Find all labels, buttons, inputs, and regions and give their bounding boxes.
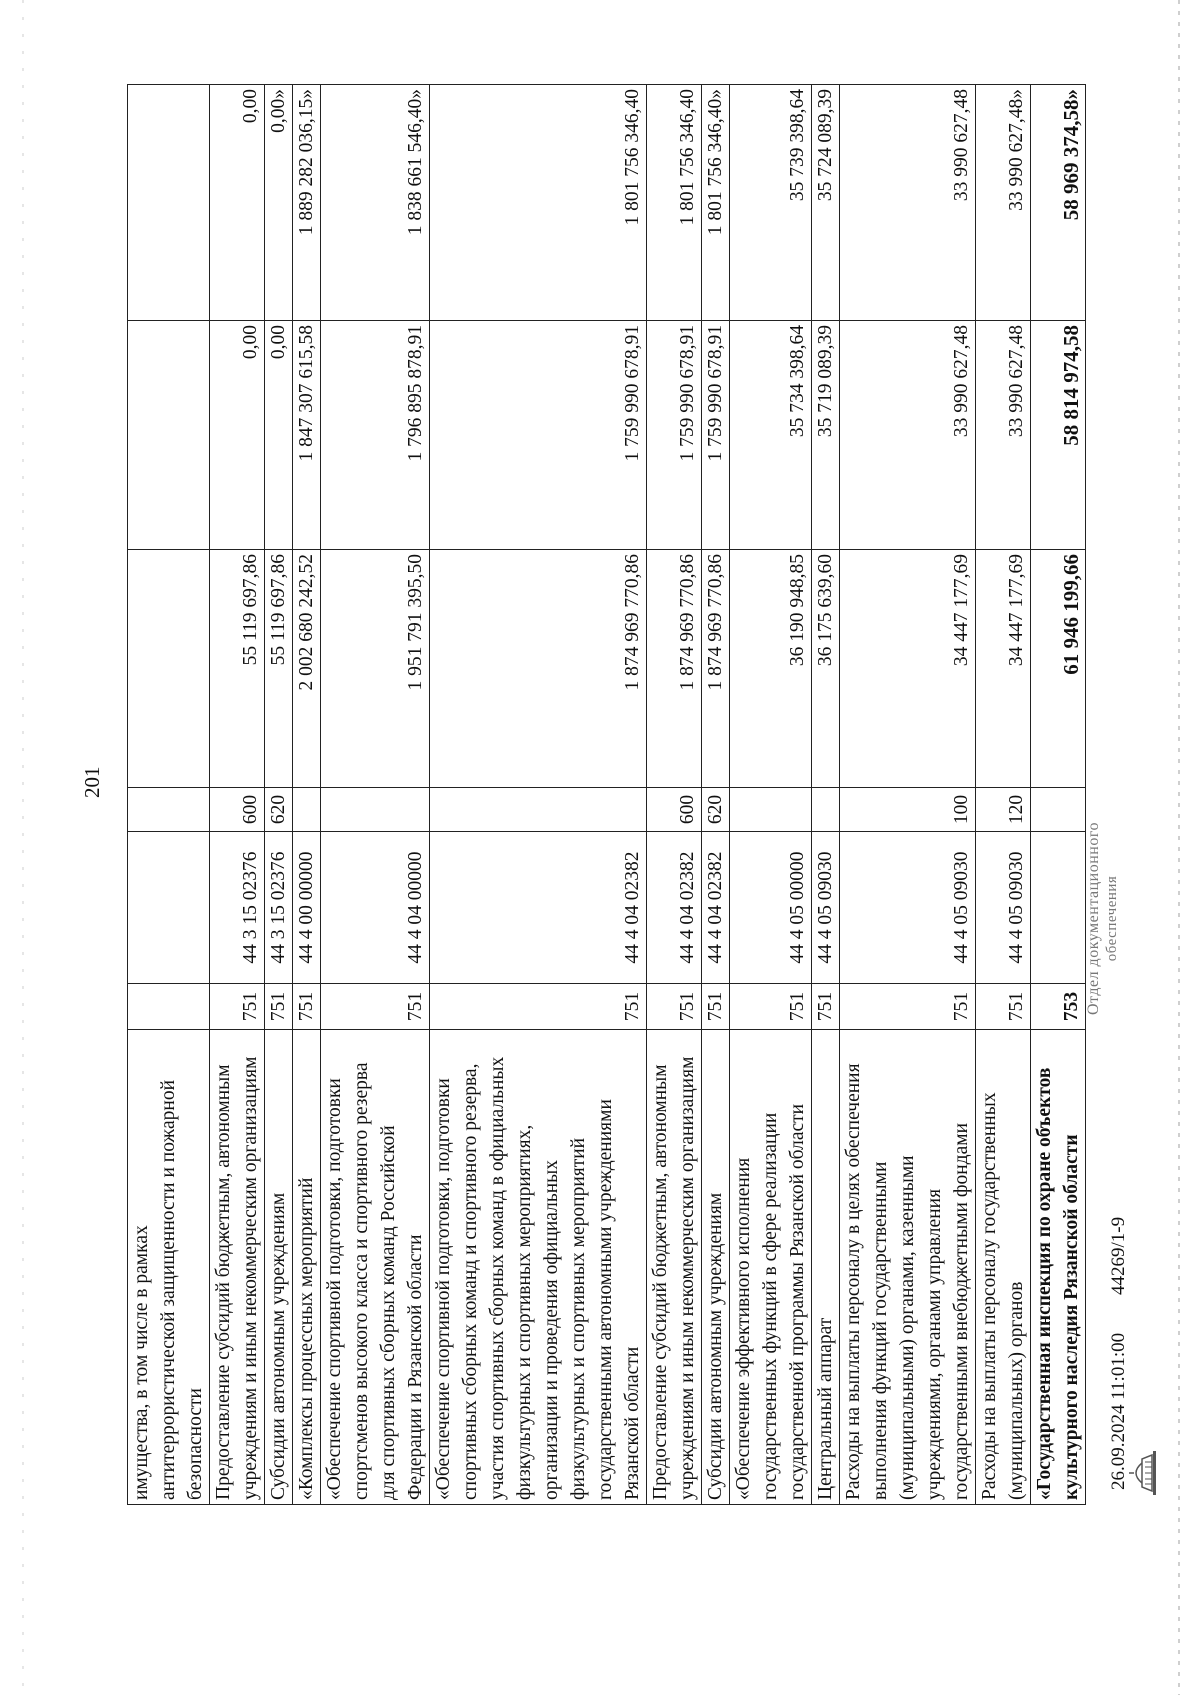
cell-csr: 44 4 00 00000 [293, 832, 321, 984]
registration-stamp [1085, 822, 1121, 1015]
cell-csr: 44 4 04 02382 [702, 832, 730, 984]
cell-csr: 44 4 05 09030 [812, 832, 840, 984]
cell-sum-3: 58 969 374,58» [1031, 85, 1086, 321]
stamp-line-1: Отдел документационного [1085, 821, 1102, 1015]
footer-document-code: 44269/1-9 [1108, 1216, 1129, 1295]
table-row [1031, 85, 1086, 1505]
cell-csr: 44 4 04 00000 [321, 832, 430, 984]
cell-sum-1: 1 951 791 395,50 [321, 550, 430, 788]
cell-sum-1: 36 175 639,60 [812, 550, 840, 788]
cell-name: Субсидии автономным учреждениям [265, 1030, 293, 1505]
cell-name: «Комплексы процессных мероприятий [293, 1030, 321, 1505]
cell-grbs: 751 [812, 984, 840, 1030]
cell-sum-1: 2 002 680 242,52 [293, 550, 321, 788]
table-row [730, 85, 812, 1505]
cell-vr [128, 788, 210, 832]
cell-name: имущества, в том числе в рамках антитеррористической защищенности и пожарной безопасности [128, 1030, 210, 1505]
cell-vr: 620 [265, 788, 293, 832]
table-row [812, 85, 840, 1505]
cell-sum-2: 35 719 089,39 [812, 321, 840, 550]
cell-sum-1: 55 119 697,86 [265, 550, 293, 788]
cell-sum-2: 1 759 990 678,91 [702, 321, 730, 550]
cell-sum-3: 35 724 089,39 [812, 85, 840, 321]
cell-sum-3: 1 801 756 346,40 [647, 85, 702, 321]
cell-name: «Обеспечение спортивной подготовки, подготовки спортсменов высокого класса и спортивного резерва для спортивных сборных команд Российской Федерации и Рязанской области [321, 1030, 430, 1505]
cell-sum-2: 33 990 627,48 [840, 321, 976, 550]
cell-sum-1: 61 946 199,66 [1031, 550, 1086, 788]
cell-sum-3: 1 801 756 346,40» [702, 85, 730, 321]
cell-grbs: 751 [702, 984, 730, 1030]
cell-sum-1: 34 447 177,69 [976, 550, 1031, 788]
cell-vr: 120 [976, 788, 1031, 832]
cell-name: Предоставление субсидий бюджетным, автономным учреждениям и иным некоммерческим организациям [647, 1030, 702, 1505]
cell-csr: 44 4 04 02382 [430, 832, 647, 984]
cell-csr: 44 4 05 09030 [840, 832, 976, 984]
table-row [128, 85, 210, 1505]
cell-vr [293, 788, 321, 832]
cell-grbs: 751 [976, 984, 1031, 1030]
cell-grbs: 751 [647, 984, 702, 1030]
cell-csr: 44 4 05 00000 [730, 832, 812, 984]
cell-sum-2: 0,00 [210, 321, 265, 550]
cell-vr [430, 788, 647, 832]
cell-sum-2 [128, 321, 210, 550]
table-row [265, 85, 293, 1505]
table-row [702, 85, 730, 1505]
table-row [430, 85, 647, 1505]
cell-csr: 44 3 15 02376 [210, 832, 265, 984]
cell-vr: 100 [840, 788, 976, 832]
cell-vr: 620 [702, 788, 730, 832]
cell-vr [812, 788, 840, 832]
cell-sum-3: 0,00 [210, 85, 265, 321]
cell-grbs: 751 [840, 984, 976, 1030]
cell-name: «Обеспечение эффективного исполнения государственных функций в сфере реализации государственной программы Рязанской области [730, 1030, 812, 1505]
cell-sum-1: 55 119 697,86 [210, 550, 265, 788]
table-row [293, 85, 321, 1505]
cell-csr: 44 4 05 09030 [976, 832, 1031, 984]
cell-sum-2: 58 814 974,58 [1031, 321, 1086, 550]
cell-sum-3 [128, 85, 210, 321]
cell-sum-2: 35 734 398,64 [730, 321, 812, 550]
cell-csr [128, 832, 210, 984]
cell-vr [730, 788, 812, 832]
cell-grbs: 751 [293, 984, 321, 1030]
cell-sum-2: 1 796 895 878,91 [321, 321, 430, 550]
cell-sum-1: 1 874 969 770,86 [702, 550, 730, 788]
cell-vr [321, 788, 430, 832]
cell-sum-3: 0,00» [265, 85, 293, 321]
table-row [647, 85, 702, 1505]
cell-sum-3: 33 990 627,48 [840, 85, 976, 321]
cell-grbs: 751 [210, 984, 265, 1030]
budget-table [127, 84, 1086, 1505]
cell-vr: 600 [647, 788, 702, 832]
cell-grbs: 751 [730, 984, 812, 1030]
cell-sum-3: 35 739 398,64 [730, 85, 812, 321]
cell-sum-2: 1 759 990 678,91 [647, 321, 702, 550]
cell-vr [1031, 788, 1086, 832]
cell-sum-3: 33 990 627,48» [976, 85, 1031, 321]
cell-csr [1031, 832, 1086, 984]
cell-sum-2: 1 847 307 615,58 [293, 321, 321, 550]
cell-name: Предоставление субсидий бюджетным, автономным учреждениям и иным некоммерческим организациям [210, 1030, 265, 1505]
cell-grbs [128, 984, 210, 1030]
cell-grbs: 751 [265, 984, 293, 1030]
cell-name: Центральный аппарат [812, 1030, 840, 1505]
cell-name: Субсидии автономным учреждениям [702, 1030, 730, 1505]
cell-sum-3: 1 838 661 546,40» [321, 85, 430, 321]
cell-grbs: 751 [321, 984, 430, 1030]
table-row [321, 85, 430, 1505]
cell-sum-2: 33 990 627,48 [976, 321, 1031, 550]
cell-sum-3: 1 889 282 036,15» [293, 85, 321, 321]
stamp-line-2: обеспечения [1104, 875, 1120, 962]
cell-name: «Обеспечение спортивной подготовки, подготовки спортивных сборных команд и спортивного резерва, участия спортивных сборных команд в официальных физкультурных и спортивных мероприятиях, организации и проведения официальных физкультурных и спортивных мероприятий государственными автономными учреждениями Рязанской области [430, 1030, 647, 1505]
cell-grbs: 751 [430, 984, 647, 1030]
cell-sum-1: 1 874 969 770,86 [430, 550, 647, 788]
cell-sum-1: 36 190 948,85 [730, 550, 812, 788]
table-row [840, 85, 976, 1505]
cell-grbs: 753 [1031, 984, 1086, 1030]
duma-logo-icon [1128, 1449, 1158, 1497]
scan-edge-right [1178, 0, 1180, 1695]
table-row [210, 85, 265, 1505]
cell-csr: 44 4 04 02382 [647, 832, 702, 984]
cell-vr: 600 [210, 788, 265, 832]
cell-sum-3: 1 801 756 346,40 [430, 85, 647, 321]
footer-date: 26.09.2024 11:01:00 [1108, 1332, 1129, 1490]
cell-name: Расходы на выплаты персоналу государственных (муниципальных) органов [976, 1030, 1031, 1505]
cell-sum-2: 1 759 990 678,91 [430, 321, 647, 550]
scan-edge-left [22, 0, 24, 1695]
page-number: 201 [80, 766, 104, 798]
cell-sum-1: 34 447 177,69 [840, 550, 976, 788]
table-body [128, 85, 1086, 1505]
table-row [976, 85, 1031, 1505]
cell-sum-1: 1 874 969 770,86 [647, 550, 702, 788]
cell-sum-2: 0,00 [265, 321, 293, 550]
cell-name: Расходы на выплаты персоналу в целях обеспечения выполнения функций государственными (муниципальными) органами, казенными учреждениями, органами управления государственными внебюджетными фондами [840, 1030, 976, 1505]
cell-csr: 44 3 15 02376 [265, 832, 293, 984]
cell-name: «Государственная инспекция по охране объектов культурного наследия Рязанской области [1031, 1030, 1086, 1505]
cell-sum-1 [128, 550, 210, 788]
